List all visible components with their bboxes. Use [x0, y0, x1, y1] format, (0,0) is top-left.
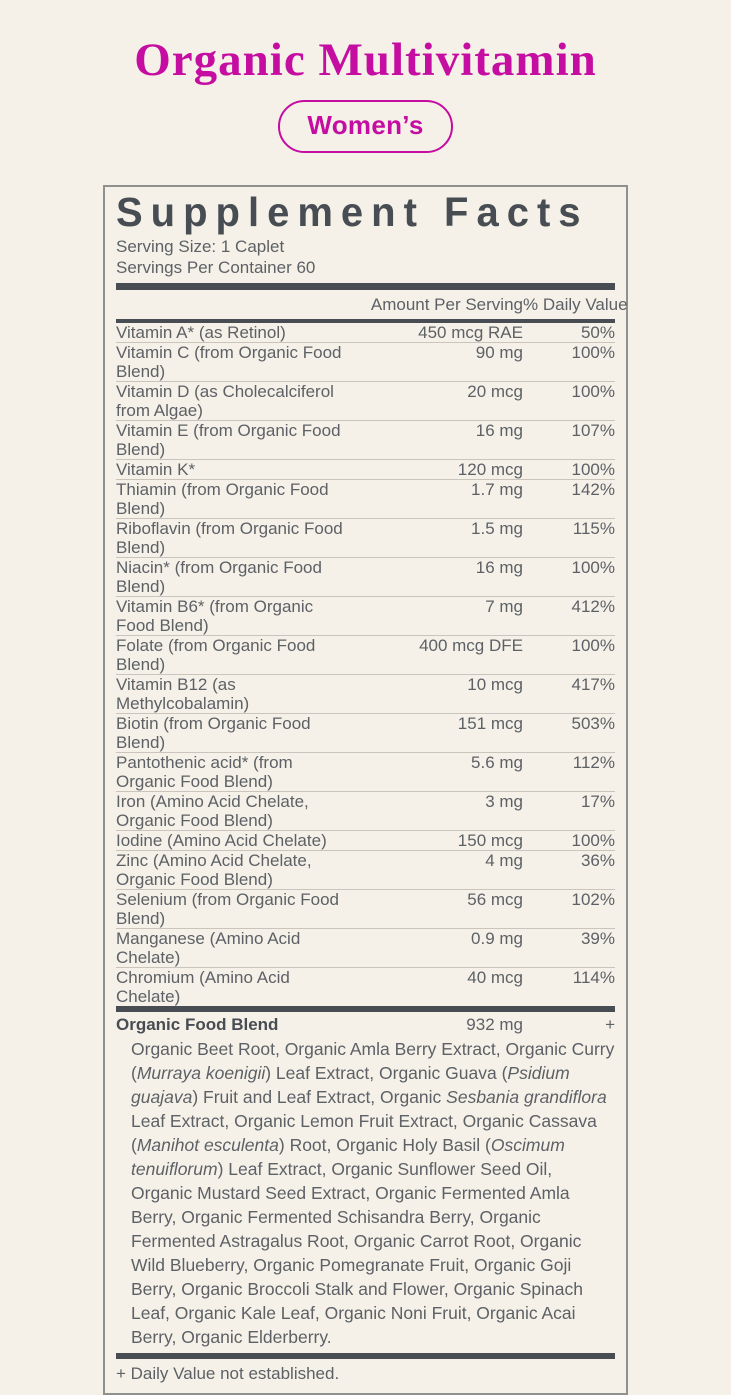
row-name: Vitamin D (as Cholecalciferol from Algae) [116, 381, 334, 420]
table-row [116, 675, 615, 714]
table-row [116, 792, 615, 831]
row-name: Chromium (Amino Acid Chelate) [116, 967, 290, 1006]
row-amt: 1.7 mg [471, 479, 523, 499]
row-dv: 142% [571, 479, 615, 499]
table-row [116, 890, 615, 929]
row-dv: 39% [580, 928, 615, 948]
blend-row [116, 1012, 615, 1036]
row-name: Vitamin A* (as Retinol) [116, 322, 286, 342]
row-dv: 100% [571, 381, 615, 401]
row-name: Zinc (Amino Acid Chelate, Organic Food Blend) [116, 850, 312, 889]
row-amt: 450 mcg RAE [418, 322, 523, 342]
row-dv: 50% [580, 322, 615, 342]
blend-name: Organic Food Blend [116, 1014, 279, 1034]
row-amt: 3 mg [485, 791, 523, 811]
table-row [116, 558, 615, 597]
row-amt: 10 mcg [467, 674, 523, 694]
row-amt: 150 mcg [457, 830, 523, 850]
divider-bar-thick-top [116, 283, 615, 290]
col-daily-value: % Daily Value [523, 294, 628, 314]
product-title: Organic Multivitamin [134, 34, 597, 86]
variant-badge-container [0, 100, 731, 153]
row-name: Folate (from Organic Food Blend) [116, 635, 316, 674]
ingredient-latin-name: Manihot esculenta [136, 1134, 279, 1155]
ingredient-text: Organic Beet Root, Organic Amla Berry Extract, Organic Curry ( [131, 1038, 615, 1083]
table-row [116, 382, 615, 421]
row-name: Pantothenic acid* (from Organic Food Blend) [116, 752, 293, 791]
facts-title: Supplement Facts [116, 190, 589, 236]
row-amt: 151 mcg [457, 713, 523, 733]
row-name: Vitamin E (from Organic Food Blend) [116, 420, 341, 459]
row-dv: 412% [571, 596, 615, 616]
table-row [116, 968, 615, 1006]
table-row [116, 714, 615, 753]
row-amt: 1.5 mg [471, 518, 523, 538]
row-amt: 0.9 mg [471, 928, 523, 948]
serving-size: Serving Size: 1 Caplet [116, 236, 285, 256]
row-name: Iodine (Amino Acid Chelate) [116, 830, 327, 850]
col-amount-per-serving: Amount Per Serving [370, 294, 523, 314]
blend-dv: + [605, 1014, 615, 1034]
row-name: Thiamin (from Organic Food Blend) [116, 479, 329, 518]
ingredient-text: ) Leaf Extract, Organic Sunflower Seed Oil, Organic Mustard Seed Extract, Organic Fermented Amla Berry, Organic Fermented Schisandra Berry, Organic Fermented Astragalus Root, Organic Carrot Root, Organic Wild Blueberry, Organic Pomegranate Fruit, Organic Goji Berry, Organic Broccoli Stalk and Flower, Organic Spinach Leaf, Organic Kale Leaf, Organic Noni Fruit, Organic Acai Berry, Organic Elderberry. [131, 1158, 583, 1347]
row-amt: 16 mg [475, 420, 523, 440]
ingredient-text: ) Fruit and Leaf Extract, Organic [192, 1086, 447, 1107]
table-row [116, 480, 615, 519]
row-amt: 90 mg [475, 342, 523, 362]
table-row [116, 753, 615, 792]
row-amt: 56 mcg [467, 889, 523, 909]
row-name: Vitamin K* [116, 459, 196, 479]
row-dv: 114% [572, 967, 615, 987]
row-name: Riboflavin (from Organic Food Blend) [116, 518, 343, 557]
ingredient-latin-name: Psidium guajava [131, 1062, 570, 1107]
row-amt: 16 mg [475, 557, 523, 577]
row-name: Vitamin B12 (as Methylcobalamin) [116, 674, 250, 713]
row-amt: 40 mcg [467, 967, 523, 987]
row-dv: 112% [572, 752, 615, 772]
ingredient-latin-name: Murraya koenigii [136, 1062, 266, 1083]
ingredient-text: ) Leaf Extract, Organic Guava ( [265, 1062, 508, 1083]
table-row [116, 597, 615, 636]
variant-badge: Women’s [278, 100, 452, 153]
row-name: Iron (Amino Acid Chelate, Organic Food Blend) [116, 791, 309, 830]
row-amt: 7 mg [485, 596, 523, 616]
row-dv: 100% [571, 557, 615, 577]
nutrient-table [116, 323, 615, 1006]
row-amt: 400 mcg DFE [419, 635, 523, 655]
row-amt: 4 mg [485, 850, 523, 870]
row-amt: 5.6 mg [471, 752, 523, 772]
table-row [116, 323, 615, 343]
ingredient-latin-name: Oscimum tenuiflorum [131, 1134, 565, 1179]
row-amt: 120 mcg [457, 459, 523, 479]
row-name: Vitamin B6* (from Organic Food Blend) [116, 596, 314, 635]
row-dv: 100% [571, 635, 615, 655]
supplement-facts-panel [103, 185, 628, 1394]
table-row [116, 421, 615, 460]
row-name: Niacin* (from Organic Food Blend) [116, 557, 322, 596]
footnote: + Daily Value not established. [116, 1363, 340, 1383]
row-dv: 100% [571, 342, 615, 362]
row-dv: 107% [571, 420, 615, 440]
row-dv: 100% [571, 830, 615, 850]
table-row [116, 636, 615, 675]
table-row [116, 343, 615, 382]
blend-amount: 932 mg [466, 1014, 523, 1034]
ingredient-text: Leaf Extract, Organic Lemon Fruit Extract, Organic Cassava ( [131, 1110, 597, 1155]
row-amt: 20 mcg [467, 381, 523, 401]
table-row [116, 460, 615, 480]
table-row [116, 519, 615, 558]
row-name: Selenium (from Organic Food Blend) [116, 889, 339, 928]
row-name: Manganese (Amino Acid Chelate) [116, 928, 301, 967]
row-name: Biotin (from Organic Food Blend) [116, 713, 311, 752]
ingredient-text: ) Root, Organic Holy Basil ( [278, 1134, 491, 1155]
ingredient-latin-name: Sesbania grandiflora [446, 1086, 607, 1107]
row-dv: 102% [571, 889, 615, 909]
row-dv: 503% [571, 713, 615, 733]
servings-per-container: Servings Per Container 60 [116, 257, 316, 277]
column-headers [116, 290, 628, 319]
row-name: Vitamin C (from Organic Food Blend) [116, 342, 342, 381]
table-row [116, 831, 615, 851]
row-dv: 36% [580, 850, 615, 870]
row-dv: 100% [571, 459, 615, 479]
row-dv: 115% [572, 518, 615, 538]
table-row [116, 929, 615, 968]
row-dv: 17% [580, 791, 615, 811]
blend-ingredients [116, 1036, 615, 1353]
table-row [116, 851, 615, 890]
row-dv: 417% [571, 674, 615, 694]
